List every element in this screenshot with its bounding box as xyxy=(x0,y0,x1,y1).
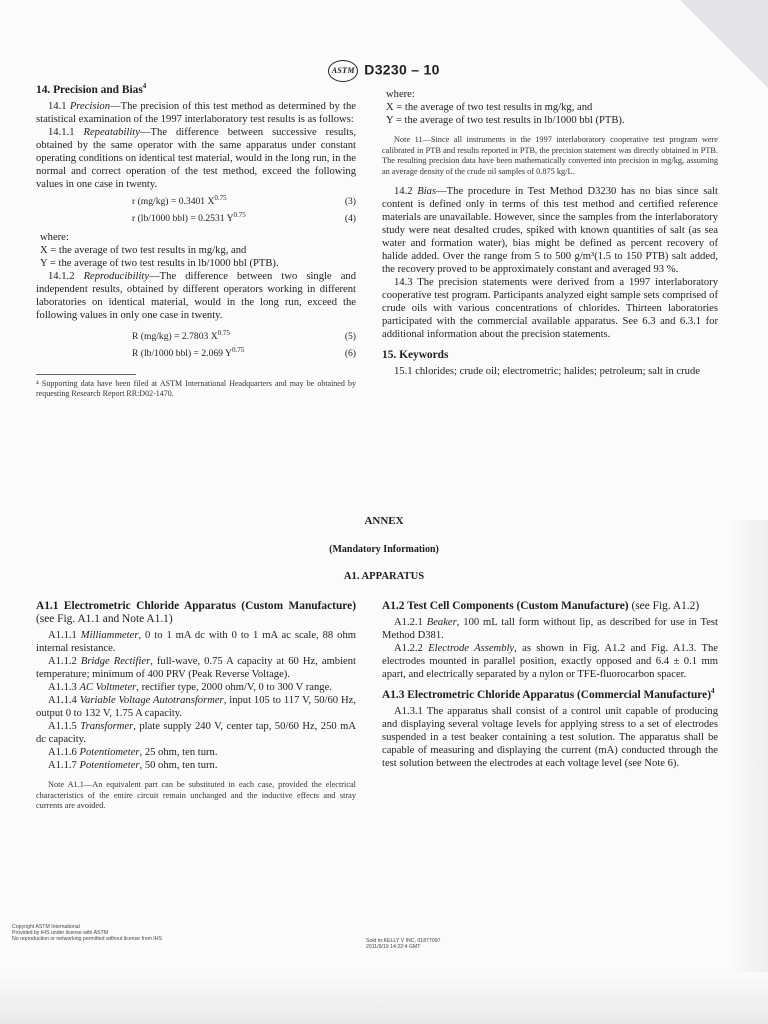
where-block-right: where: X = the average of two test results in mg/kg, and Y = the average of two test results in lb/1000 bbl (PTB). xyxy=(386,89,625,126)
equation-6: R (lb/1000 bbl) = 2.069 $Y^{0.75}$ (6) xyxy=(132,345,356,359)
astm-logo: ASTM xyxy=(328,60,358,82)
section-heading-15: 15. Keywords xyxy=(382,349,449,361)
designation: D3230 – 10 xyxy=(364,61,440,78)
page-bottom-shadow xyxy=(0,972,768,1024)
copyright-notice: Copyright ASTM International Provided by IHS under license with ASTM No reproduction or networking permitted without license from IHS xyxy=(12,924,162,942)
page-shadow xyxy=(728,520,768,1024)
heading-a1-3: A1.3 Electrometric Chloride Apparatus (Commercial Manufacture)$^4$ xyxy=(382,687,715,701)
para-14-1: 14.1 Precision—The precision of this test method as determined by the statistical examination of the 1997 interlaboratory test results is as follows: xyxy=(36,101,356,125)
where-block: where: X = the average of two test results in mg/kg, and Y = the average of two test results in lb/1000 bbl (PTB). xyxy=(40,232,279,269)
para-a1-1-7: A1.1.7 Potentiometer, 50 ohm, ten turn. xyxy=(48,760,218,771)
para-14-1-1: 14.1.1 Repeatability—The difference between successive results, obtained by the same operator with the same apparatus under constant operating conditions on identical test material, would in the long run, in the normal and correct operation of the test method, exceed the following values in one case in twenty. xyxy=(36,127,356,190)
heading-a1-2: A1.2 Test Cell Components (Custom Manufacture) (see Fig. A1.2) xyxy=(382,600,700,612)
note-a1-1: Note A1.1—An equivalent part can be substituted in each case, provided the electrical characteristics of the entire circuit remain unchanged and the inductive effects and stray currents are avoided. xyxy=(36,780,356,810)
annex-a1-heading: A1. APPARATUS xyxy=(343,571,425,582)
annex-title: ANNEX xyxy=(364,515,404,527)
heading-a1-1: A1.1 Electrometric Chloride Apparatus (Custom Manufacture) (see Fig. A1.1 and Note A1.1) xyxy=(36,600,356,625)
section-heading-14: 14. Precision and Bias$^4$ xyxy=(36,82,147,96)
para-a1-3-1: A1.3.1 The apparatus shall consist of a control unit capable of producing and displaying several voltage levels for applying stress to a set of electrodes suspended in a test beaker containing a test solution. The apparatus shall be capable of measuring and displaying the current (mA) conducted through the test solution between the electrodes at each voltage level (see Note 6). xyxy=(382,706,718,769)
footnote-4: ⁴ Supporting data have been filed at ASTM International Headquarters and may be obtained by requesting Research Report RR:D02-1470. xyxy=(36,379,356,398)
annex-subtitle: (Mandatory Information) xyxy=(329,544,439,555)
para-a1-1-5: A1.1.5 Transformer, plate supply 240 V, center tap, 50/60 Hz, 250 mA dc capacity. xyxy=(36,721,356,745)
footnote-rule xyxy=(36,374,136,375)
para-14-2: 14.2 Bias—The procedure in Test Method D3230 has no bias since salt content is defined only in terms of this test method and certified reference materials are unavailable. However, since the samples from the interlaboratory study were neat desalted crudes, spiked with known quantities of salt (as sea water and formation water), bias might be defined as percent recovery of halide added. Over the range from 5 to 500 g/m³(1.5 to 150 PTB) salt added, the recovery proved to be approximately constant and averaged 93 %. xyxy=(382,186,719,275)
para-14-1-2: 14.1.2 Reproducibility—The difference between two single and independent results, obtained by different operators working in different laboratories on identical material, would in the long run, exceed the following values in only one case in twenty. xyxy=(36,271,357,321)
para-a1-1-2: A1.1.2 Bridge Rectifier, full-wave, 0.75 A capacity at 60 Hz, ambient temperature; minimum of 400 PRV (Peak Reverse Voltage). xyxy=(36,656,356,680)
left-column xyxy=(36,84,356,399)
para-a1-1-1: A1.1.1 Milliammeter, 0 to 1 mA dc with 0 to 1 mA ac scale, 88 ohm internal resistance. xyxy=(36,630,356,654)
right-column xyxy=(382,88,718,378)
para-15-1: 15.1 chlorides; crude oil; electrometric; halides; petroleum; salt in crude xyxy=(394,366,700,377)
para-a1-1-6: A1.1.6 Potentiometer, 25 ohm, ten turn. xyxy=(48,747,218,758)
annex-right-column xyxy=(382,600,718,770)
equation-4: r (lb/1000 bbl) = 0.2531 $Y^{0.75}$ (4) xyxy=(132,210,356,224)
para-a1-1-3: A1.1.3 AC Voltmeter, rectifier type, 2000 ohm/V, 0 to 300 V range. xyxy=(48,682,332,693)
annex-left-column xyxy=(36,600,356,812)
para-14-3: 14.3 The precision statements were derived from a 1997 interlaboratory cooperative test program. Participants analyzed eight sample sets comprised of crude oils with various concentrations of chlorides. Thirteen laboratories participated with the commercial available apparatus. See 6.3 and 6.3.1 for additional information about the precision statements. xyxy=(382,277,718,340)
license-stamp: Sold to:KELLY V INC, 01877097 2011/9/19 14:22:4 GMT xyxy=(366,938,441,950)
para-a1-1-4: A1.1.4 Variable Voltage Autotransformer, input 105 to 117 V, 50/60 Hz, output 0 to 132 V, 1.75 A capacity. xyxy=(36,695,356,719)
equation-3: r (mg/kg) = 0.3401 $X^{0.75}$ (3) xyxy=(132,193,356,207)
page-header xyxy=(0,60,768,82)
para-a1-2-1: A1.2.1 Beaker, 100 mL tall form without lip, as described for use in Test Method D381. xyxy=(382,617,718,641)
equation-5: R (mg/kg) = 2.7803 $X^{0.75}$ (5) xyxy=(132,328,356,342)
para-a1-2-2: A1.2.2 Electrode Assembly, as shown in Fig. A1.2 and Fig. A1.3. The electrodes mounted in parallel position, exactly opposed and 6.4 ± 0.1 mm apart, and electrically separated by a nylon or TFE-fluorocarbon spacer. xyxy=(382,643,718,680)
note-11: Note 11—Since all instruments in the 1997 interlaboratory cooperative test program were calibrated in PTB and results reported in PTB, the precision statement was directly obtained in PTB. The resulting precision data have been mathematically converted into precision in mg/kg, assuming an average density of the crude oil samples of 0.875 kg/L. xyxy=(382,135,718,176)
